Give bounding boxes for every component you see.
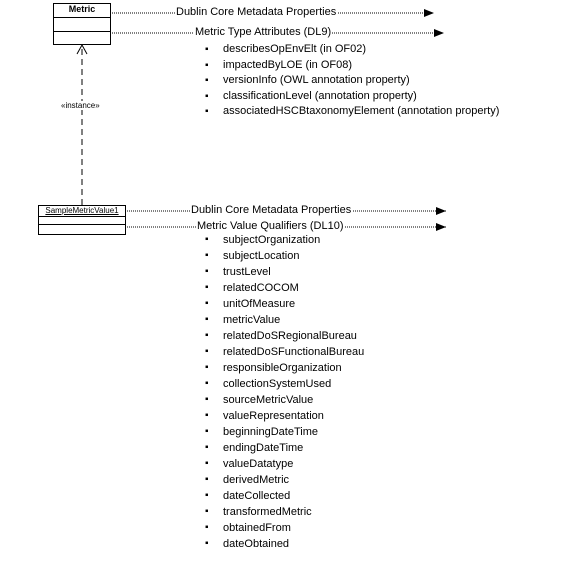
- instance-object-name: SampleMetricValue1: [45, 206, 119, 215]
- list-item: ▪ classificationLevel (annotation property): [203, 89, 499, 105]
- list-item: ▪ trustLevel: [203, 264, 364, 280]
- list-item: ▪ collectionSystemUsed: [203, 376, 364, 392]
- instance-stereotype-label: «instance»: [61, 101, 100, 110]
- list-item: ▪ impactedByLOE (in OF08): [203, 58, 499, 74]
- list-item: ▪ associatedHSCBtaxonomyElement (annotation property): [203, 104, 499, 120]
- metric-class-box[interactable]: [53, 3, 111, 45]
- instance-object-box[interactable]: [38, 205, 126, 235]
- list-item: ▪ valueRepresentation: [203, 408, 364, 424]
- metric-type-attributes-label: Metric Type Attributes (DL9): [195, 26, 332, 38]
- list-item: ▪ valueDatatype: [203, 456, 364, 472]
- list-item: ▪ responsibleOrganization: [203, 360, 364, 376]
- instance-qualifiers-label: Metric Value Qualifiers (DL10): [197, 220, 344, 232]
- list-item: ▪ obtainedFrom: [203, 520, 364, 536]
- list-item: ▪ describesOpEnvElt (in OF02): [203, 42, 499, 58]
- list-item: ▪ subjectLocation: [203, 248, 364, 264]
- list-item: ▪ beginningDateTime: [203, 424, 364, 440]
- metric-attributes-compartment: [54, 18, 110, 32]
- instance-dublin-core-label: Dublin Core Metadata Properties: [191, 204, 352, 216]
- list-item: ▪ endingDateTime: [203, 440, 364, 456]
- metric-class-name: Metric: [68, 4, 96, 14]
- metric-value-qualifiers-list: [203, 232, 364, 552]
- metric-type-attributes-list: [203, 42, 499, 120]
- list-item: ▪ metricValue: [203, 312, 364, 328]
- list-item: ▪ dateCollected: [203, 488, 364, 504]
- list-item: ▪ relatedCOCOM: [203, 280, 364, 296]
- list-item: ▪ transformedMetric: [203, 504, 364, 520]
- instance-slots-compartment: [39, 217, 125, 225]
- list-item: ▪ dateObtained: [203, 536, 364, 552]
- list-item: ▪ versionInfo (OWL annotation property): [203, 73, 499, 89]
- instance-extra-compartment: [39, 225, 125, 234]
- list-item: ▪ relatedDoSFunctionalBureau: [203, 344, 364, 360]
- list-item: ▪ relatedDoSRegionalBureau: [203, 328, 364, 344]
- metric-operations-compartment: [54, 32, 110, 44]
- metric-dublin-core-label: Dublin Core Metadata Properties: [176, 6, 337, 18]
- list-item: ▪ derivedMetric: [203, 472, 364, 488]
- list-item: ▪ unitOfMeasure: [203, 296, 364, 312]
- list-item: ▪ subjectOrganization: [203, 232, 364, 248]
- list-item: ▪ sourceMetricValue: [203, 392, 364, 408]
